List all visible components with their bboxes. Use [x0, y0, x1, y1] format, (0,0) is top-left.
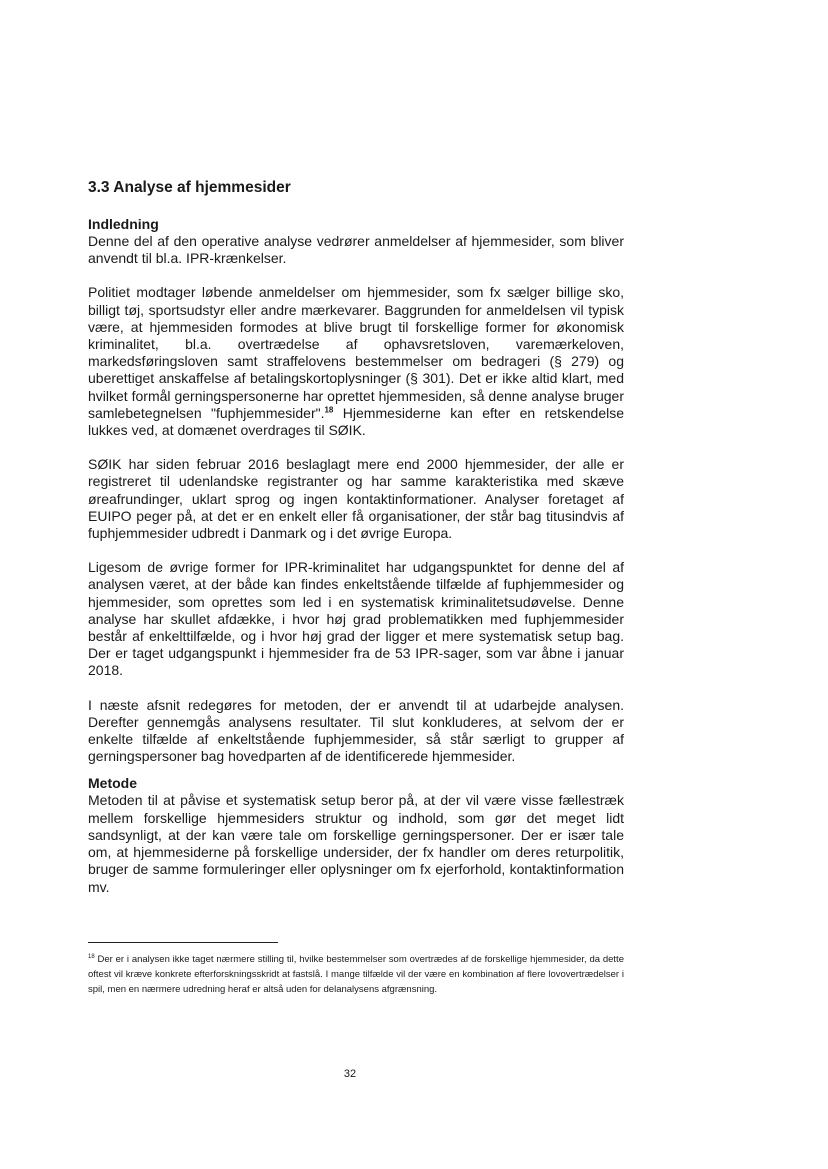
intro-paragraph-5: I næste afsnit redegøres for metoden, der er anvendt til at udarbejde analysen. Derefter gennemgås analysens resultater. Til slut konkluderes, at selvom der er enkelte tilfælde af enkeltstående fuphjemmesider, så står særligt to grupper af gerningspersoner bag hovedparten af de identificerede hjemmesider. — [88, 696, 624, 765]
footnote-text: Der er i analysen ikke taget nærmere stilling til, hvilke bestemmelser som overtrædes af de forskellige hjemmesider, da dette oftest vil kræve konkrete efterforskningsskridt at fastslå. I mange tilfælde vil der være en kombination af flere lovovertrædelser i spil, men en nærmere udredning heraf er altså uden for delanalysens afgrænsning. — [88, 954, 624, 995]
intro-paragraph-2 — [88, 284, 624, 439]
intro-paragraph-3: SØIK har siden februar 2016 beslaglagt mere end 2000 hjemmesider, der alle er registreret til udenlandske registranter og har samme karakteristika med skæve øreafrundinger, uklart sprog og ingen kontaktinformationer. Analyser foretaget af EUIPO peger på, at det er en enkelt eller få organisationer, der står bag titusindvis af fuphjemmesider udbredt i Danmark og i det øvrige Europa. — [88, 456, 624, 542]
intro-paragraph-4: Ligesom de øvrige former for IPR-kriminalitet har udgangspunktet for denne del af analysen været, at der både kan findes enkeltstående tilfælde af fuphjemmesider og hjemmesider, som oprettes som led i en systematisk kriminalitetsudøvelse. Denne analyse har skullet afdække, i hvor høj grad problematikken med fuphjemmesider består af enkelttilfælde, og i hvor høj grad der ligger et mere systematisk setup bag. Der er taget udgangspunkt i hjemmesider fra de 53 IPR-sager, som var åbne i januar 2018. — [88, 559, 624, 679]
method-paragraph-1: Metoden til at påvise et systematisk setup beror på, at der vil være visse fællestræk mellem forskellige hjemmesiders struktur og indhold, som gør det meget lidt sandsynligt, at der kan være tale om forskellige gerningspersoner. Der er især tale om, at hjemmesiderne på forskellige undersider, der fx handler om deres returpolitik, bruger de samme formuleringer eller oplysninger om fx ejerforhold, kontaktinformation mv. — [88, 792, 624, 895]
footnote-number: 18 — [88, 953, 95, 960]
main-content — [88, 178, 624, 896]
footnote — [88, 952, 624, 997]
intro-heading: Indledning — [88, 216, 159, 232]
intro-paragraph-2-tail: Hjemmesiderne kan efter en retskendelse lukkes ved, at domænet overdrages til SØIK. — [88, 404, 625, 439]
method-heading: Metode — [88, 775, 137, 792]
section-title: 3.3 Analyse af hjemmesider — [88, 179, 291, 196]
footnote-reference: 18 — [324, 405, 334, 415]
intro-paragraph-1: Denne del af den operative analyse vedrører anmeldelser af hjemmesider, som bliver anvendt til bl.a. IPR-krænkelser. — [88, 233, 624, 267]
footnote-divider — [88, 942, 278, 943]
page-number: 32 — [343, 1068, 357, 1080]
intro-paragraph-2-text: Politiet modtager løbende anmeldelser om hjemmesider, som fx sælger billige sko, billigt tøj, sportsudstyr eller andre mærkevarer. Baggrunden for anmeldelsen vil typisk være, at hjemmesiden formodes at blive brugt til forskellige former for økonomisk kriminalitet, bl.a. overtrædelse af ophavsretsloven, varemærkeloven, markedsføringsloven samt straffelovens bestemmelser om bedrageri (§ 279) og uberettiget anskaffelse af betalingskortoplysninger (§ 301). Det er ikke altid klart, med hvilket formål gerningspersonerne har oprettet hjemmesiden, så denne analyse bruger samlebetegnelsen "fuphjemmesider". — [88, 284, 624, 421]
